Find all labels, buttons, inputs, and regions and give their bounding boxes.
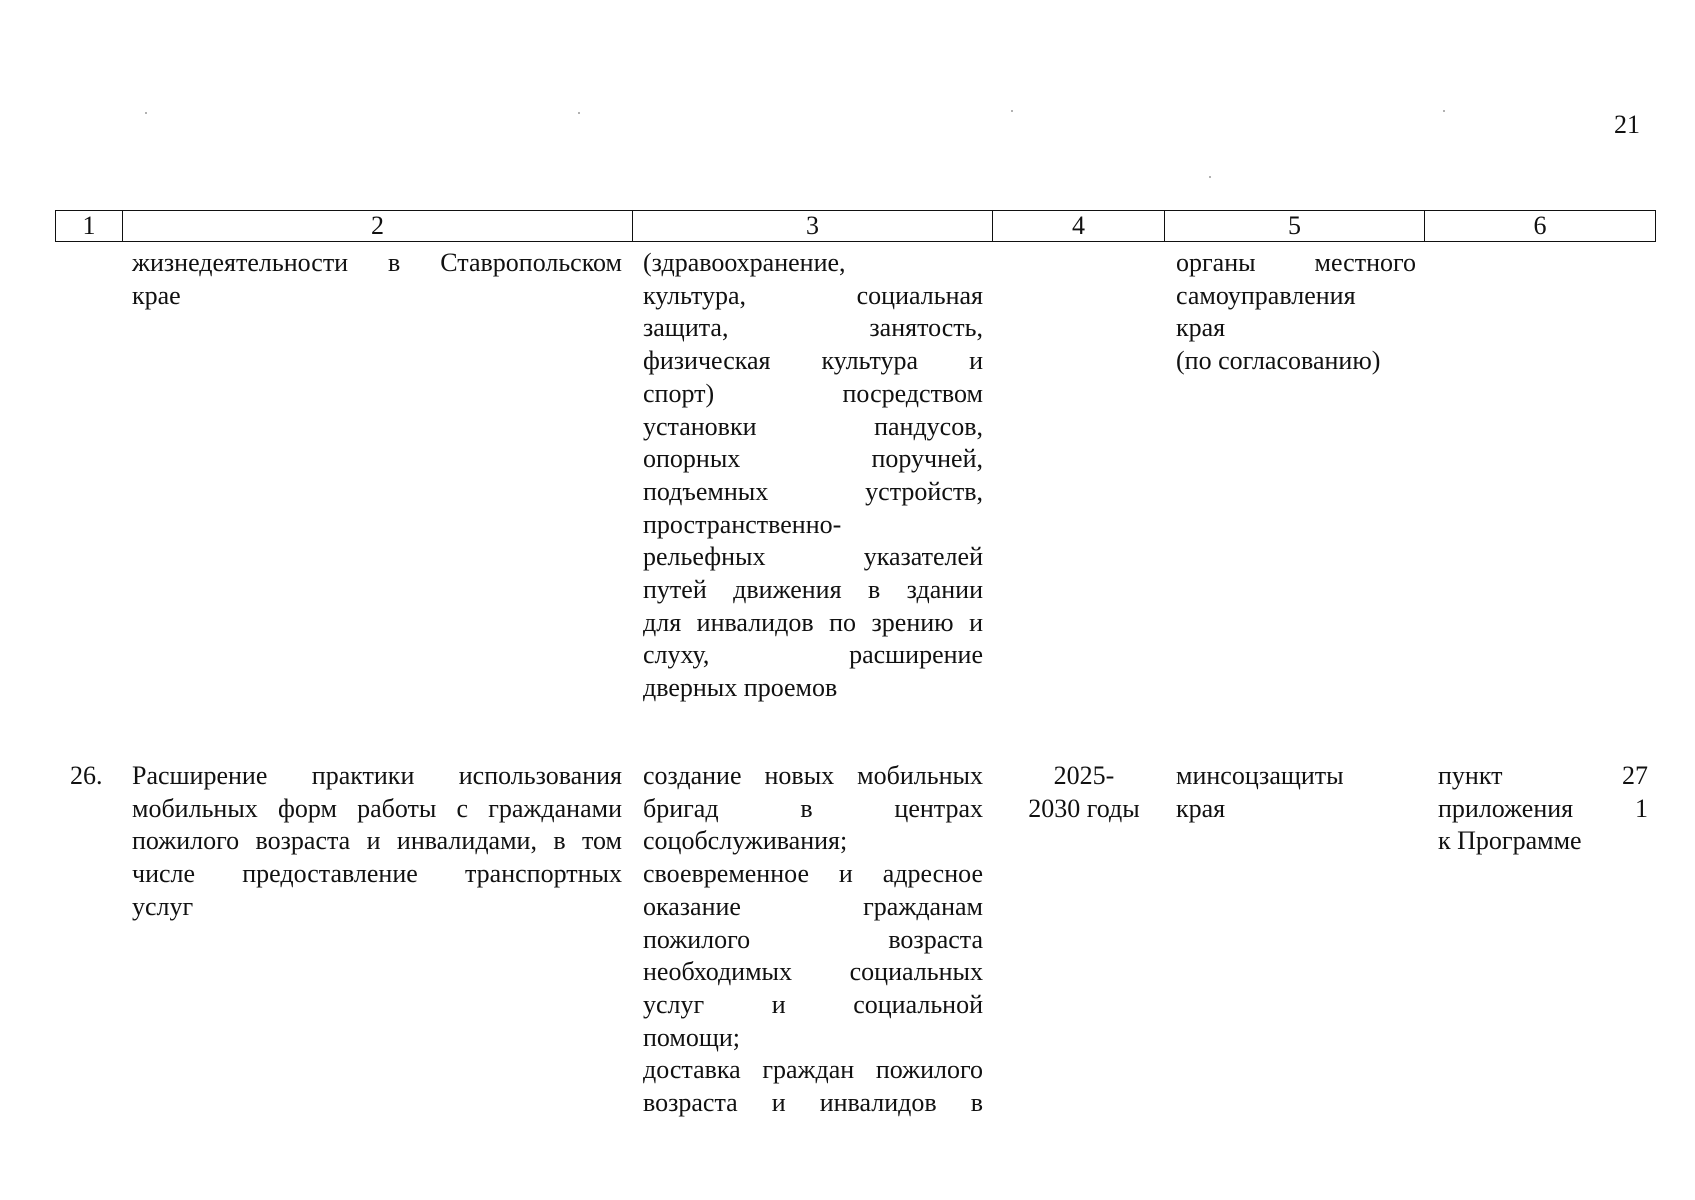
column-header-table xyxy=(55,210,1656,242)
row-26-reference-text: пункт 27 приложения 1 к Программе xyxy=(1438,761,1648,856)
column-header-5: 5 xyxy=(1165,211,1425,242)
continued-row-measure-text: жизнедеятельности в Ставропольском крае xyxy=(132,248,622,310)
column-header-2: 2 xyxy=(123,211,633,242)
column-header-1: 1 xyxy=(56,211,123,242)
row-26-number: 26. xyxy=(70,761,103,790)
continued-row-description-text: (здравоохранение, культура, социальная защита, занятость, физическая культура и спорт) посредством установки пандусов, опорных поручней, подъемных устройств, пространственно- рельефных указателей путей движения в здании для инвалидов по зрению и слуху, расширение дверных проемов xyxy=(643,248,983,703)
page-number: 21 xyxy=(1614,110,1640,139)
scan-speck xyxy=(1443,110,1445,112)
column-header-row xyxy=(56,211,1656,242)
row-26-executor-text: минсоцзащиты края xyxy=(1176,761,1344,823)
scan-speck xyxy=(1011,110,1013,112)
column-header-3: 3 xyxy=(633,211,993,242)
column-header-4: 4 xyxy=(993,211,1165,242)
continued-row-executor-text: органы местного самоуправления края (по согласованию) xyxy=(1176,248,1416,376)
scan-speck xyxy=(578,112,580,114)
scan-speck xyxy=(1209,176,1211,178)
scan-speck xyxy=(145,112,147,114)
row-26-description-text: создание новых мобильных бригад в центрах соцобслуживания; своевременное и адресное оказание гражданам пожилого возраста необходимых социальных услуг и социальной помощи; доставка граждан пожилого возраста и инвалидов в xyxy=(643,761,983,1118)
row-26-period-text: 2025- 2030 годы xyxy=(1028,761,1140,823)
row-26-measure-text: Расширение практики использования мобильных форм работы с гражданами пожилого возраста и инвалидами, в том числе предоставление транспортных услуг xyxy=(132,761,622,921)
column-header-6: 6 xyxy=(1425,211,1656,242)
